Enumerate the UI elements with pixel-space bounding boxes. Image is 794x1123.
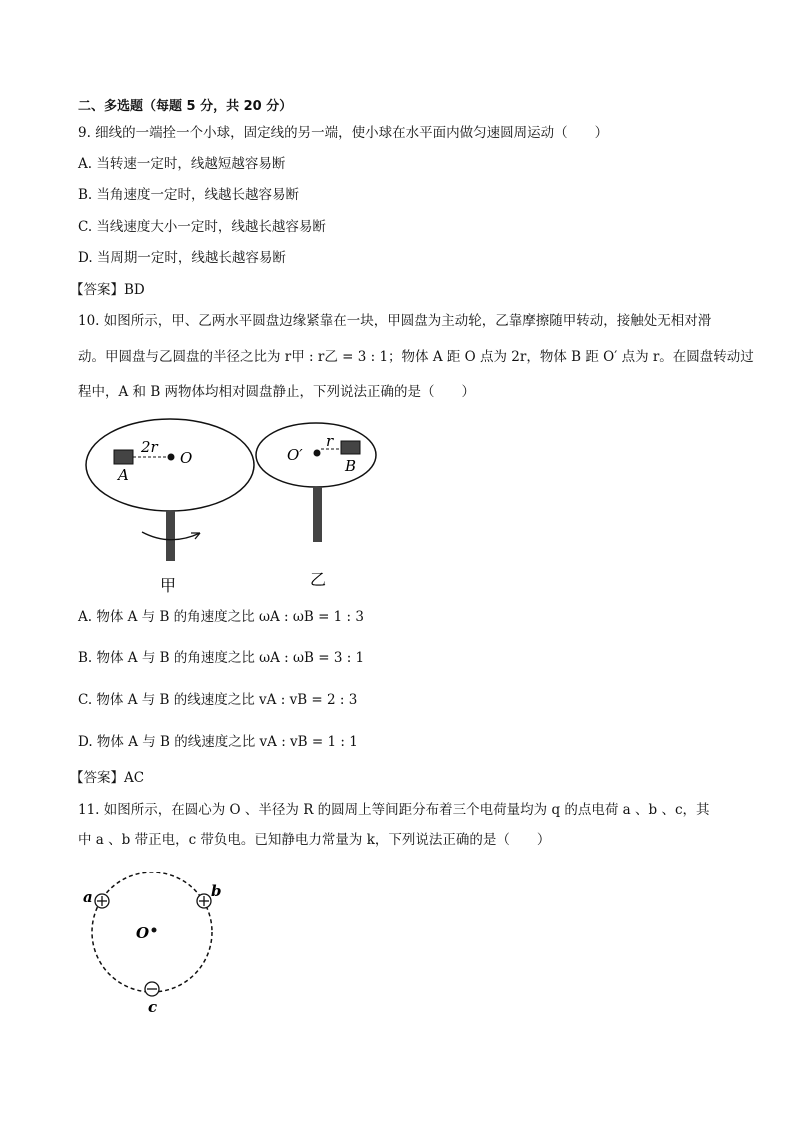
label-o-prime: O′	[287, 446, 303, 464]
q10-option-d: D. 物体 A 与 B 的线速度之比 vA : vB = 1 : 1	[78, 734, 358, 750]
label-2r: 2r	[141, 438, 158, 456]
q11-stem-line-2: 中 a 、b 带正电，c 带负电。已知静电力常量为 k，下列说法正确的是（ ）	[78, 832, 551, 848]
section-title: 二、多选题（每题 5 分，共 20 分）	[78, 99, 293, 114]
block-b	[341, 441, 360, 454]
label-yi: 乙	[310, 570, 327, 589]
q10-option-c: C. 物体 A 与 B 的线速度之比 vA : vB = 2 : 3	[78, 692, 358, 708]
label-r: r	[326, 432, 334, 450]
q10-stem-line-2: 动。甲圆盘与乙圆盘的半径之比为 r甲 : r乙 = 3 : 1；物体 A 距 O 点为 2r，物体 B 距 O′ 点为 r。在圆盘转动过	[78, 349, 754, 365]
label-o: O	[180, 449, 193, 467]
q9-option-c: C. 当线速度大小一定时，线越长越容易断	[78, 219, 326, 235]
center-o	[168, 454, 175, 461]
disk-jia	[86, 419, 254, 511]
q9-option-d: D. 当周期一定时，线越长越容易断	[78, 250, 286, 266]
label-b: b	[211, 882, 222, 900]
q10-answer: 【答案】AC	[70, 770, 145, 786]
q9-answer: 【答案】BD	[70, 282, 145, 298]
center-o-prime	[314, 450, 321, 457]
label-c: c	[148, 998, 158, 1016]
q10-option-b: B. 物体 A 与 B 的角速度之比 ωA : ωB = 3 : 1	[78, 650, 365, 666]
shaft-jia	[166, 511, 175, 561]
q9-option-b: B. 当角速度一定时，线越长越容易断	[78, 187, 300, 203]
dashed-circle	[92, 872, 212, 992]
q10-stem-line-3: 程中，A 和 B 两物体均相对圆盘静止，下列说法正确的是（ ）	[78, 384, 476, 400]
shaft-yi	[313, 487, 322, 542]
q10-stem-line-1: 10. 如图所示，甲、乙两水平圆盘边缘紧靠在一块，甲圆盘为主动轮，乙靠摩擦随甲转动，接触处无相对滑	[78, 313, 712, 329]
q11-figure	[78, 872, 228, 1017]
label-b: B	[345, 457, 357, 475]
block-a	[114, 450, 133, 464]
q11-stem-line-1: 11. 如图所示，在圆心为 O 、半径为 R 的圆周上等间距分布着三个电荷量均为 q 的点电荷 a 、b 、c，其	[78, 802, 710, 818]
q9-option-a: A. 当转速一定时，线越短越容易断	[78, 156, 286, 172]
label-a: a	[83, 888, 93, 906]
label-a: A	[118, 466, 129, 484]
label-o: O	[136, 924, 150, 942]
q10-figure	[78, 415, 388, 600]
q9-stem: 9. 细线的一端拴一个小球，固定线的另一端，使小球在水平面内做匀速圆周运动（ ）	[78, 125, 609, 141]
label-jia: 甲	[160, 576, 177, 595]
q10-option-a: A. 物体 A 与 B 的角速度之比 ωA : ωB = 1 : 3	[78, 609, 364, 625]
center-o	[152, 928, 157, 933]
